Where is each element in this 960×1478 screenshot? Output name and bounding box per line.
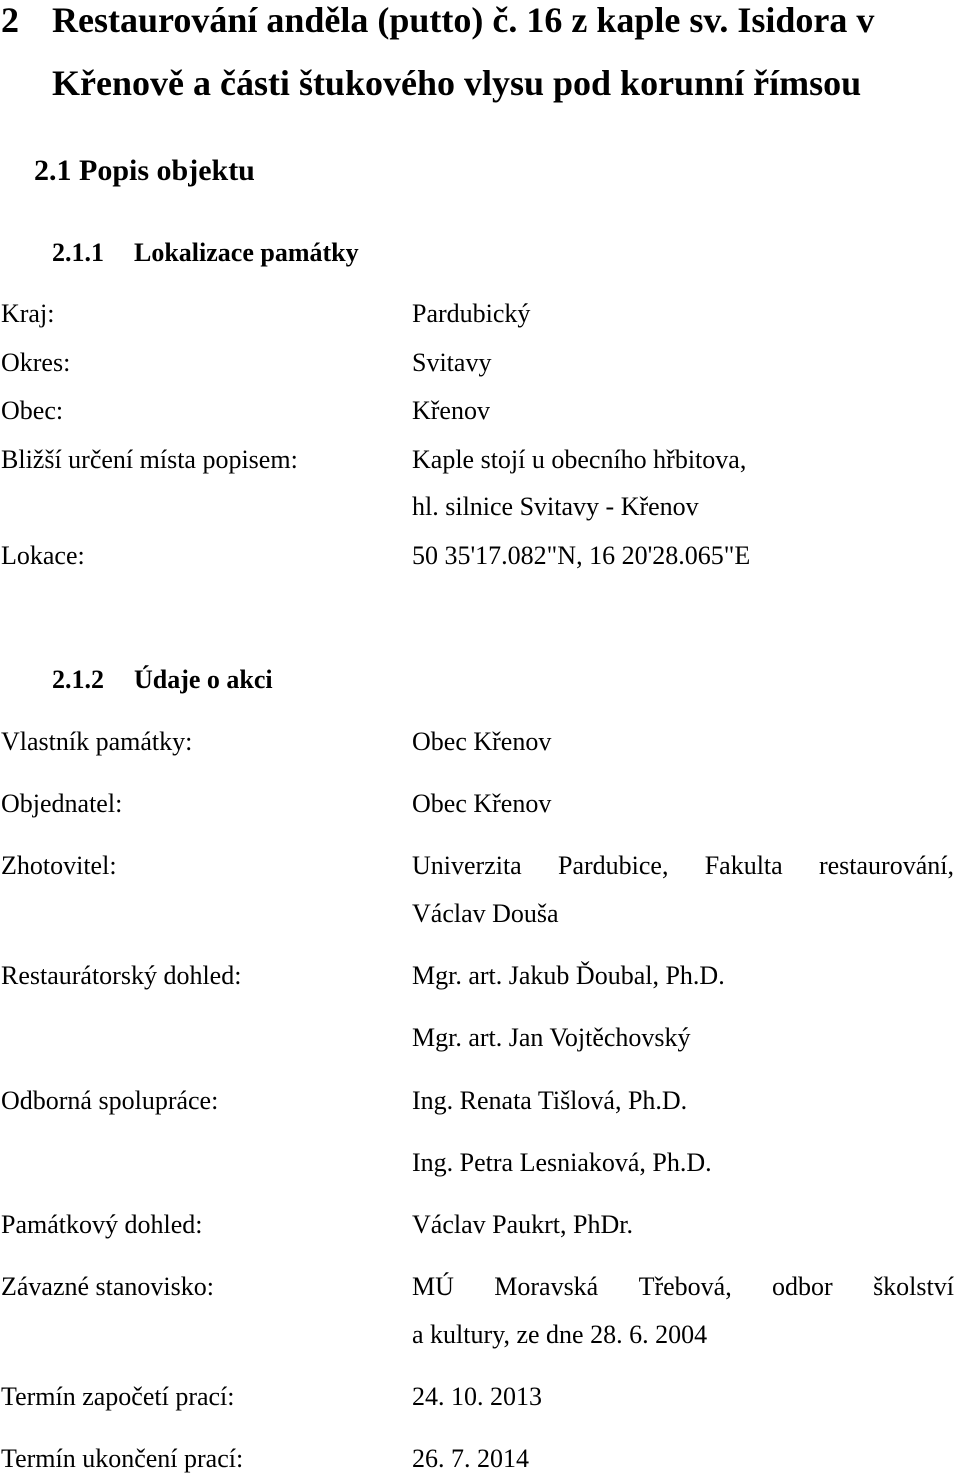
value-zavazne-stanovisko [412, 1272, 954, 1302]
subsection-2-1-1-title: Lokalizace památky [134, 238, 359, 267]
value-objednatel: Obec Křenov [412, 789, 552, 818]
word: Třebová, [638, 1272, 732, 1301]
label-kraj: Kraj: [1, 299, 55, 328]
chapter-number: 2 [1, 0, 19, 40]
value-restauratorsky-dohled: Mgr. art. Jakub Ďoubal, Ph.D. [412, 961, 725, 990]
word: Univerzita [412, 851, 522, 880]
value-zhotovitel [412, 851, 954, 881]
label-vlastnik: Vlastník památky: [1, 727, 193, 756]
chapter-title-line-2: Křenově a části štukového vlysu pod korunní římsou [52, 63, 862, 103]
value-odborna-spoluprace: Ing. Renata Tišlová, Ph.D. [412, 1086, 688, 1115]
label-odborna-spoluprace: Odborná spolupráce: [1, 1086, 219, 1115]
word: odbor [772, 1272, 833, 1301]
chapter-title-line-1: Restaurování anděla (putto) č. 16 z kaple sv. Isidora v [52, 0, 875, 40]
word: restaurování, [818, 851, 954, 880]
subsection-2-1-1-number: 2.1.1 [52, 238, 104, 267]
word: Pardubice, [557, 851, 669, 880]
subsection-2-1-2-number: 2.1.2 [52, 665, 104, 694]
label-termin-zapoceti: Termín započetí prací: [1, 1382, 235, 1411]
value-restauratorsky-dohled-line-2: Mgr. art. Jan Vojtěchovský [412, 1023, 691, 1052]
value-zavazne-stanovisko-line-2: a kultury, ze dne 28. 6. 2004 [412, 1320, 708, 1349]
label-okres: Okres: [1, 348, 71, 377]
value-blizsi-urceni-line-2: hl. silnice Svitavy - Křenov [412, 492, 699, 521]
label-restauratorsky-dohled: Restaurátorský dohled: [1, 961, 242, 990]
value-zhotovitel-line-2: Václav Douša [412, 899, 559, 928]
label-zavazne-stanovisko: Závazné stanovisko: [1, 1272, 214, 1301]
section-2-1-heading [34, 154, 255, 188]
value-kraj: Pardubický [412, 299, 531, 328]
label-pamatkovy-dohled: Památkový dohled: [1, 1210, 203, 1239]
value-odborna-spoluprace-line-2: Ing. Petra Lesniaková, Ph.D. [412, 1148, 712, 1177]
word: Moravská [494, 1272, 599, 1301]
word: MÚ [412, 1272, 454, 1301]
value-okres: Svitavy [412, 348, 492, 377]
value-blizsi-urceni: Kaple stojí u obecního hřbitova, [412, 445, 747, 474]
label-blizsi-urceni: Bližší určení místa popisem: [1, 445, 298, 474]
label-objednatel: Objednatel: [1, 789, 123, 818]
label-zhotovitel: Zhotovitel: [1, 851, 117, 880]
word: školství [873, 1272, 954, 1301]
section-title: Popis objektu [79, 154, 255, 187]
value-vlastnik: Obec Křenov [412, 727, 552, 756]
value-pamatkovy-dohled: Václav Paukrt, PhDr. [412, 1210, 633, 1239]
word: Fakulta [704, 851, 783, 880]
label-lokace: Lokace: [1, 541, 85, 570]
value-termin-zapoceti: 24. 10. 2013 [412, 1382, 542, 1411]
value-obec: Křenov [412, 396, 490, 425]
value-lokace: 50 35'17.082"N, 16 20'28.065"E [412, 541, 751, 570]
value-termin-ukonceni: 26. 7. 2014 [412, 1444, 529, 1473]
subsection-2-1-2-title: Údaje o akci [134, 665, 273, 694]
section-number: 2.1 [34, 154, 72, 187]
label-obec: Obec: [1, 396, 64, 425]
label-termin-ukonceni: Termín ukončení prací: [1, 1444, 244, 1473]
